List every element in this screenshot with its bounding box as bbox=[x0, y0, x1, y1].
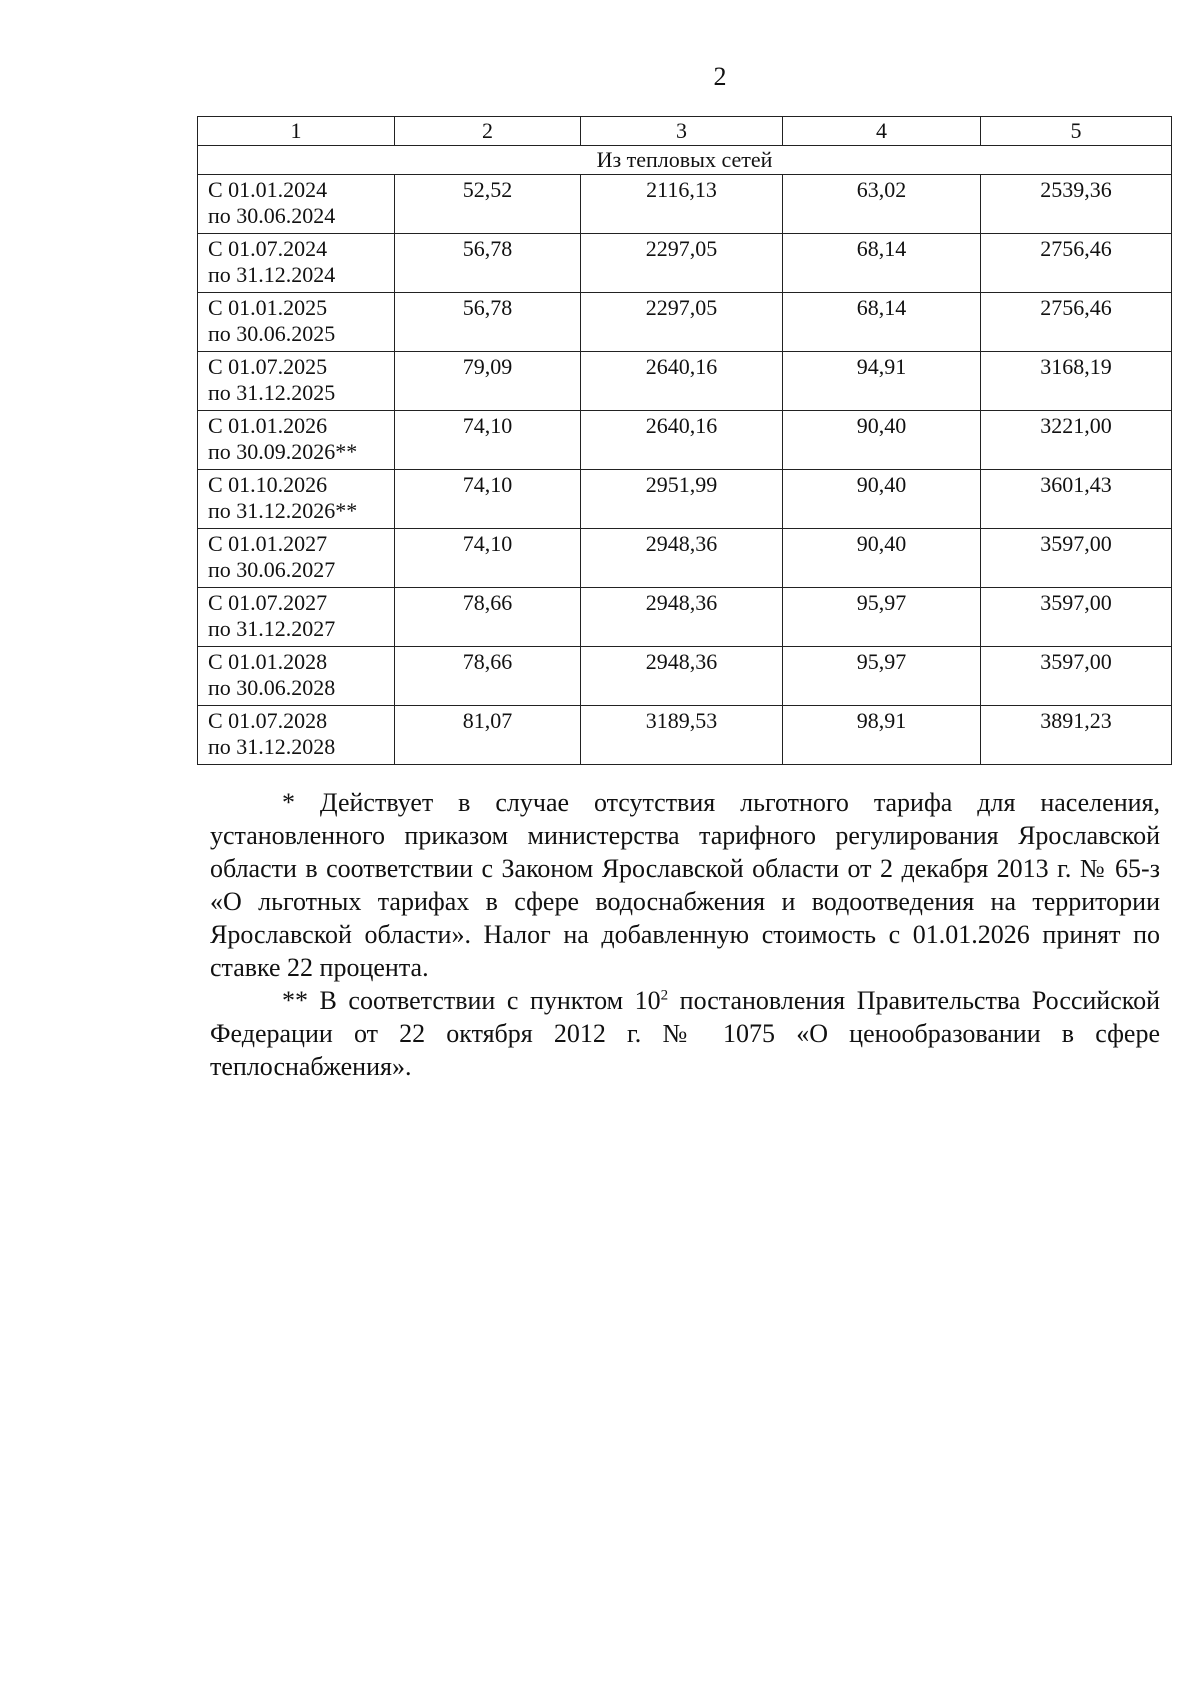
table-row bbox=[198, 470, 1172, 529]
period-to: по 31.12.2025 bbox=[208, 380, 336, 405]
value-cell: 3597,00 bbox=[981, 529, 1172, 588]
value-cell: 81,07 bbox=[395, 706, 581, 765]
value-cell: 63,02 bbox=[783, 175, 981, 234]
value-cell: 79,09 bbox=[395, 352, 581, 411]
column-number-cell: 1 bbox=[198, 117, 395, 146]
footnote-2-text-continued: постановления Правительства Российской Федерации от 22 октября 2012 г. № 1075 «О ценообразовании в сфере теплоснабжения». bbox=[210, 986, 1160, 1081]
value-cell: 95,97 bbox=[783, 588, 981, 647]
column-number-cell: 3 bbox=[581, 117, 783, 146]
value-cell: 98,91 bbox=[783, 706, 981, 765]
period-cell bbox=[198, 470, 395, 529]
period-from: С 01.01.2028 bbox=[208, 649, 328, 674]
value-cell: 3891,23 bbox=[981, 706, 1172, 765]
value-cell: 2640,16 bbox=[581, 411, 783, 470]
value-cell: 2756,46 bbox=[981, 293, 1172, 352]
column-number-cell: 4 bbox=[783, 117, 981, 146]
period-to: по 31.12.2028 bbox=[208, 734, 336, 759]
column-number-row bbox=[198, 117, 1172, 146]
period-from: С 01.07.2025 bbox=[208, 354, 328, 379]
value-cell: 74,10 bbox=[395, 411, 581, 470]
value-cell: 2297,05 bbox=[581, 234, 783, 293]
table-row bbox=[198, 352, 1172, 411]
value-cell: 56,78 bbox=[395, 293, 581, 352]
period-to: по 31.12.2027 bbox=[208, 616, 336, 641]
value-cell: 2948,36 bbox=[581, 647, 783, 706]
period-from: С 01.07.2028 bbox=[208, 708, 328, 733]
value-cell: 2756,46 bbox=[981, 234, 1172, 293]
period-to: по 31.12.2026** bbox=[208, 498, 358, 523]
period-from: С 01.01.2025 bbox=[208, 295, 328, 320]
period-cell bbox=[198, 352, 395, 411]
period-to: по 30.06.2024 bbox=[208, 203, 336, 228]
period-from: С 01.01.2027 bbox=[208, 531, 328, 556]
value-cell: 78,66 bbox=[395, 647, 581, 706]
period-cell bbox=[198, 234, 395, 293]
value-cell: 90,40 bbox=[783, 411, 981, 470]
page-number: 2 bbox=[713, 62, 727, 91]
period-to: по 30.06.2028 bbox=[208, 675, 336, 700]
value-cell: 2116,13 bbox=[581, 175, 783, 234]
period-from: С 01.01.2026 bbox=[208, 413, 328, 438]
value-cell: 2539,36 bbox=[981, 175, 1172, 234]
value-cell: 3597,00 bbox=[981, 647, 1172, 706]
period-to: по 31.12.2024 bbox=[208, 262, 336, 287]
column-number-cell: 5 bbox=[981, 117, 1172, 146]
footnote-2-superscript: 2 bbox=[660, 987, 669, 1004]
tariff-table bbox=[197, 116, 1172, 765]
table-row bbox=[198, 234, 1172, 293]
period-cell bbox=[198, 411, 395, 470]
period-cell bbox=[198, 588, 395, 647]
period-from: С 01.01.2024 bbox=[208, 177, 328, 202]
table-row bbox=[198, 293, 1172, 352]
footnote-2 bbox=[210, 984, 1160, 1083]
value-cell: 68,14 bbox=[783, 234, 981, 293]
value-cell: 56,78 bbox=[395, 234, 581, 293]
value-cell: 2951,99 bbox=[581, 470, 783, 529]
period-cell bbox=[198, 706, 395, 765]
period-from: С 01.07.2027 bbox=[208, 590, 328, 615]
footnotes bbox=[210, 786, 1160, 1083]
value-cell: 68,14 bbox=[783, 293, 981, 352]
footnote-1: * Действует в случае отсутствия льготного тарифа для населения, установленного приказом министерства тарифного регулирования Ярославской области в соответствии с Законом Ярославской области от 2 декабря 2013 г. № 65-з «О льготных тарифах в сфере водоснабжения и водоотведения на территории Ярославской области». Налог на добавленную стоимость с 01.01.2026 принят по ставке 22 процента. bbox=[210, 788, 1160, 982]
table-row bbox=[198, 411, 1172, 470]
period-cell bbox=[198, 293, 395, 352]
value-cell: 74,10 bbox=[395, 470, 581, 529]
value-cell: 2948,36 bbox=[581, 588, 783, 647]
table-row bbox=[198, 706, 1172, 765]
value-cell: 94,91 bbox=[783, 352, 981, 411]
value-cell: 3601,43 bbox=[981, 470, 1172, 529]
table-row bbox=[198, 175, 1172, 234]
table-row bbox=[198, 647, 1172, 706]
value-cell: 78,66 bbox=[395, 588, 581, 647]
value-cell: 3597,00 bbox=[981, 588, 1172, 647]
table-row bbox=[198, 588, 1172, 647]
value-cell: 3189,53 bbox=[581, 706, 783, 765]
value-cell: 2948,36 bbox=[581, 529, 783, 588]
period-to: по 30.06.2027 bbox=[208, 557, 336, 582]
value-cell: 3168,19 bbox=[981, 352, 1172, 411]
footnote-2-text: ** В соответствии с пунктом 10 bbox=[282, 986, 661, 1015]
value-cell: 90,40 bbox=[783, 529, 981, 588]
value-cell: 2297,05 bbox=[581, 293, 783, 352]
value-cell: 74,10 bbox=[395, 529, 581, 588]
value-cell: 52,52 bbox=[395, 175, 581, 234]
table-row bbox=[198, 529, 1172, 588]
value-cell: 3221,00 bbox=[981, 411, 1172, 470]
column-number-cell: 2 bbox=[395, 117, 581, 146]
value-cell: 2640,16 bbox=[581, 352, 783, 411]
section-title: Из тепловых сетей bbox=[198, 146, 1172, 175]
period-cell bbox=[198, 529, 395, 588]
period-cell bbox=[198, 647, 395, 706]
section-row bbox=[198, 146, 1172, 175]
period-to: по 30.09.2026** bbox=[208, 439, 358, 464]
value-cell: 95,97 bbox=[783, 647, 981, 706]
period-cell bbox=[198, 175, 395, 234]
value-cell: 90,40 bbox=[783, 470, 981, 529]
period-from: С 01.10.2026 bbox=[208, 472, 328, 497]
period-from: С 01.07.2024 bbox=[208, 236, 328, 261]
period-to: по 30.06.2025 bbox=[208, 321, 336, 346]
